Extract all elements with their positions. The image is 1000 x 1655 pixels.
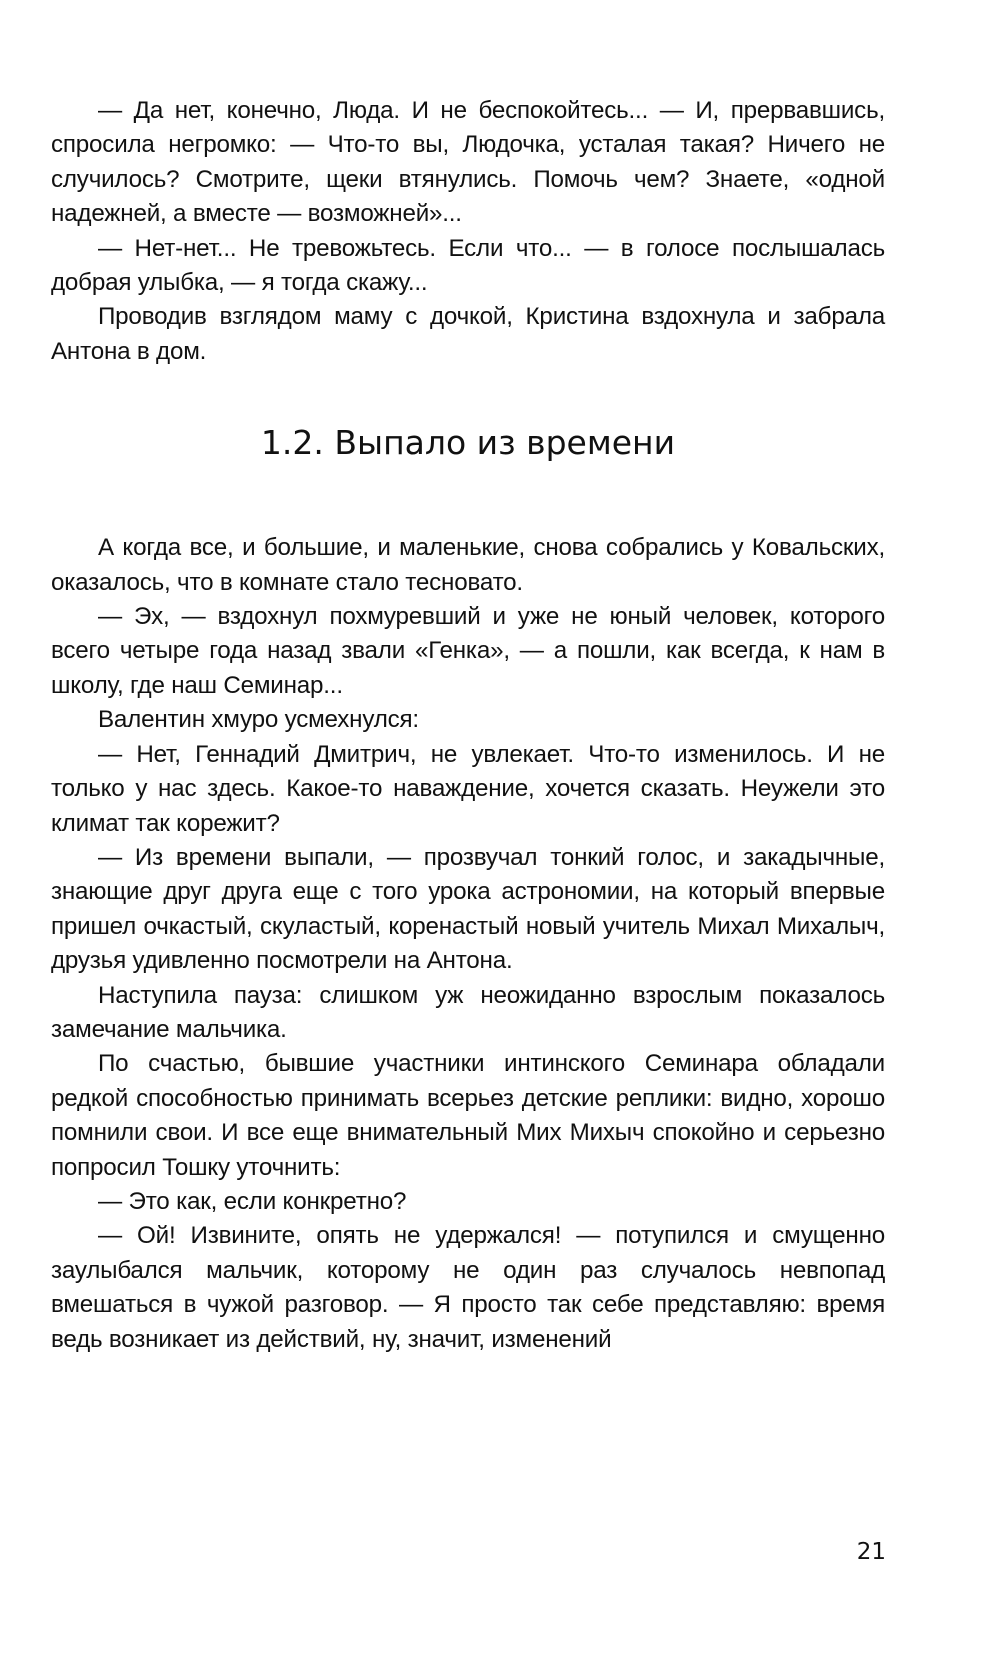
paragraph: А когда все, и большие, и маленькие, снова собрались у Ковальских, оказалось, что в комнате стало тесновато. xyxy=(51,534,885,596)
paragraph: — Нет-нет... Не тревожьтесь. Если что... — в голосе послышалась добрая улыбка, — я тогда скажу... xyxy=(51,234,885,297)
book-page xyxy=(51,94,885,1357)
section-heading: 1.2. Выпало из времени xyxy=(260,423,676,463)
paragraph: — Это как, если конкретно? xyxy=(98,1187,407,1215)
page-number: 21 xyxy=(856,1539,886,1565)
paragraph: — Эх, — вздохнул похмуревший и уже не юный человек, которого всего четыре года назад звали «Генка», — а пошли, как всегда, к нам в школу, где наш Семинар... xyxy=(51,603,885,699)
paragraph: — Нет, Геннадий Дмитрич, не увлекает. Что-то изменилось. И не только у нас здесь. Какое-то наваждение, хочется сказать. Неужели это климат так корежит? xyxy=(51,740,885,837)
paragraph: — Из времени выпали, — прозвучал тонкий голос, и закадычные, знающие друг друга еще с того урока астрономии, на который впервые пришел очкастый, скуластый, коренастый новый учитель Михал Михалыч, друзья удивленно посмотрели на Антона. xyxy=(51,843,885,975)
paragraph: По счастью, бывшие участники интинского Семинара обладали редкой способностью принимать всерьез детские реплики: видно, хорошо помнили свои. И все еще внимательный Мих Михыч спокойно и серьезно попросил Тошку уточнить: xyxy=(51,1050,885,1181)
paragraph: Проводив взглядом маму с дочкой, Кристина вздохнула и забрала Антона в дом. xyxy=(51,303,885,365)
paragraph: Валентин хмуро усмехнулся: xyxy=(98,706,419,734)
text-block-before-heading xyxy=(51,94,885,369)
paragraph: — Ой! Извините, опять не удержался! — потупился и смущенно заулыбался мальчик, которому не один раз случалось невпопад вмешаться в чужой разговор. — Я просто так себе представляю: время ведь возникает из действий, ну, значит, изменений xyxy=(51,1222,885,1353)
text-block-after-heading xyxy=(51,531,885,1357)
paragraph: Наступила пауза: слишком уж неожиданно взрослым показалось замечание мальчика. xyxy=(51,981,885,1043)
paragraph: — Да нет, конечно, Люда. И не беспокойтесь... — И, прервавшись, спросила негромко: — Что-то вы, Людочка, усталая такая? Ничего не случилось? Смотрите, щеки втянулись. Помочь чем? Знаете, «одной надежней, а вместе — возможней»... xyxy=(51,97,885,228)
